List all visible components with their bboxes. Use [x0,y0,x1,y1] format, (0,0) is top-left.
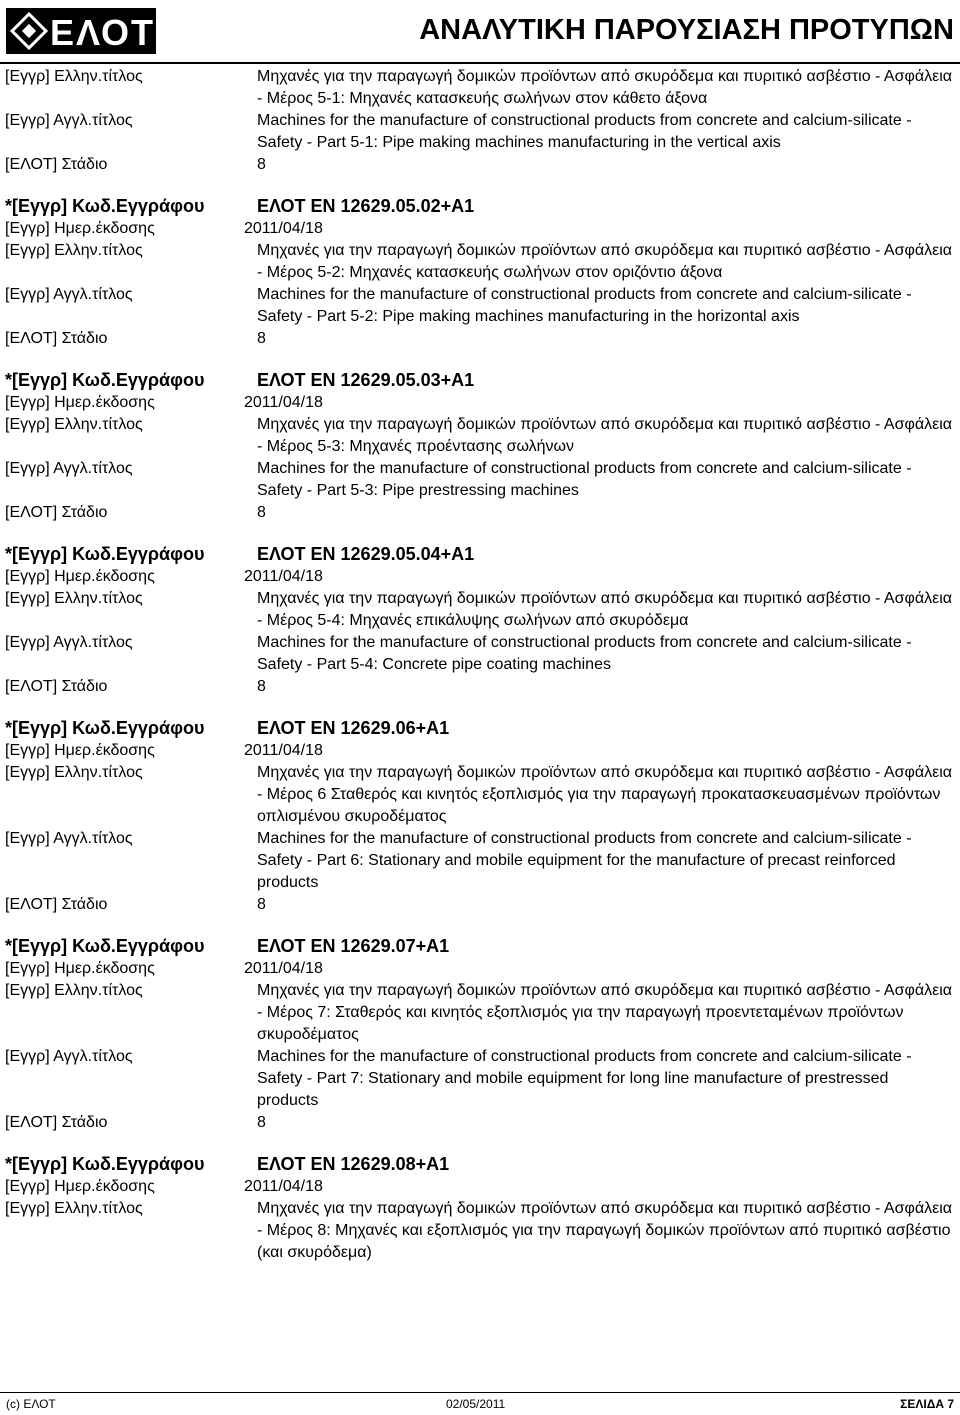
page-footer [0,1392,960,1415]
greek-title-label: [Εγγρ] Ελλην.τίτλος [5,242,143,259]
stage-label: [ΕΛΟΤ] Στάδιο [5,1114,108,1131]
greek-title-label: [Εγγρ] Ελλην.τίτλος [5,764,143,781]
greek-title-row [0,980,960,1046]
footer-copyright: (c) ΕΛΟΤ [6,1397,56,1411]
english-title: Machines for the manufacture of constructional products from concrete and calcium-silicate - Safety - Part 5-3: Pipe prestressing machines [257,460,912,499]
english-title-label: [Εγγρ] Αγγλ.τίτλος [5,112,133,129]
english-title-label: [Εγγρ] Αγγλ.τίτλος [5,460,133,477]
document-code-label: *[Εγγρ] Κωδ.Εγγράφου [5,1154,205,1174]
greek-title-label: [Εγγρ] Ελλην.τίτλος [5,1200,143,1217]
footer-date: 02/05/2011 [446,1397,506,1411]
document-code-row [0,1152,960,1176]
english-title-row [0,458,960,502]
document-code-row [0,542,960,566]
greek-title: Μηχανές για την παραγωγή δομικών προϊόντων από σκυρόδεμα και πυριτικό ασβέστιο - Ασφάλεια - Μέρος 5-1: Μηχανές κατασκευής σωλήνων στον κάθετο άξονα [257,68,953,107]
stage-value-row [0,502,960,524]
issue-date-row [0,958,960,980]
stage-value-row [0,328,960,350]
english-title-label: [Εγγρ] Αγγλ.τίτλος [5,830,133,847]
svg-text:ΕΛΟΤ: ΕΛΟΤ [50,12,156,53]
record [0,934,960,1134]
document-code-row [0,194,960,218]
record-last [0,1152,960,1264]
document-code-label: *[Εγγρ] Κωδ.Εγγράφου [5,718,205,738]
issue-date: 2011/04/18 [244,1178,323,1195]
greek-title: Μηχανές για την παραγωγή δομικών προϊόντων από σκυρόδεμα και πυριτικό ασβέστιο - Ασφάλεια - Μέρος 7: Σταθερός και κινητός εξοπλισμός για την παραγωγή προεντεταμένων προϊόντων σκυροδέματος [257,982,953,1043]
greek-title-row [0,588,960,632]
greek-title-label: [Εγγρ] Ελλην.τίτλος [5,590,143,607]
english-title-row [0,828,960,894]
issue-date-label: [Εγγρ] Ημερ.έκδοσης [5,220,155,237]
english-title: Machines for the manufacture of constructional products from concrete and calcium-silicate - Safety - Part 5-4: Concrete pipe coating machines [257,634,912,673]
page-header [0,0,960,64]
issue-date-row [0,740,960,762]
issue-date-row [0,392,960,414]
stage-label: [ΕΛΟΤ] Στάδιο [5,504,108,521]
document-code-label: *[Εγγρ] Κωδ.Εγγράφου [5,196,205,216]
greek-title-label: [Εγγρ] Ελλην.τίτλος [5,68,143,85]
issue-date-label: [Εγγρ] Ημερ.έκδοσης [5,742,155,759]
document-code-label: *[Εγγρ] Κωδ.Εγγράφου [5,936,205,956]
english-title: Machines for the manufacture of constructional products from concrete and calcium-silicate - Safety - Part 6: Stationary and mobile equipment for the manufacture of precast reinforced products [257,830,912,891]
stage-label: [ΕΛΟΤ] Στάδιο [5,156,108,173]
greek-title: Μηχανές για την παραγωγή δομικών προϊόντων από σκυρόδεμα και πυριτικό ασβέστιο - Ασφάλεια - Μέρος 5-4: Μηχανές επικάλυψης σωλήνων από σκυρόδεμα [257,590,953,629]
english-title-row [0,1046,960,1112]
stage-label: [ΕΛΟΤ] Στάδιο [5,896,108,913]
issue-date-row [0,218,960,240]
greek-title: Μηχανές για την παραγωγή δομικών προϊόντων από σκυρόδεμα και πυριτικό ασβέστιο - Ασφάλεια - Μέρος 5-3: Μηχανές προέντασης σωλήνων [257,416,953,455]
stage-value: 8 [257,1114,266,1131]
english-title: Machines for the manufacture of constructional products from concrete and calcium-silicate - Safety - Part 7: Stationary and mobile equipment for long line manufacture of prestressed products [257,1048,912,1109]
stage-value: 8 [257,504,266,521]
issue-date: 2011/04/18 [244,742,323,759]
document-code: ΕΛΟΤ EN 12629.05.03+A1 [257,370,475,390]
footer-page-number: ΣΕΛΙΔΑ 7 [900,1397,954,1411]
stage-value-row [0,1112,960,1134]
document-code-label: *[Εγγρ] Κωδ.Εγγράφου [5,544,205,564]
greek-title-label: [Εγγρ] Ελλην.τίτλος [5,416,143,433]
document-code: ΕΛΟΤ EN 12629.08+A1 [257,1154,450,1174]
document-code: ΕΛΟΤ EN 12629.05.04+A1 [257,544,475,564]
stage-value: 8 [257,330,266,347]
stage-value-row [0,676,960,698]
document-code: ΕΛΟΤ EN 12629.05.02+A1 [257,196,475,216]
greek-title-label: [Εγγρ] Ελλην.τίτλος [5,982,143,999]
english-title-row [0,284,960,328]
stage-value: 8 [257,896,266,913]
issue-date: 2011/04/18 [244,394,323,411]
english-title: Machines for the manufacture of constructional products from concrete and calcium-silicate - Safety - Part 5-1: Pipe making machines manufacturing in the vertical axis [257,112,912,151]
issue-date-label: [Εγγρ] Ημερ.έκδοσης [5,568,155,585]
record [0,542,960,698]
document-code-label: *[Εγγρ] Κωδ.Εγγράφου [5,370,205,390]
document-code: ΕΛΟΤ EN 12629.06+A1 [257,718,450,738]
english-title: Machines for the manufacture of constructional products from concrete and calcium-silicate - Safety - Part 5-2: Pipe making machines manufacturing in the horizontal axis [257,286,912,325]
document-code-row [0,368,960,392]
english-title-row [0,632,960,676]
issue-date-row [0,1176,960,1198]
record [0,368,960,524]
greek-title-row [0,414,960,458]
record [0,194,960,350]
english-title-label: [Εγγρ] Αγγλ.τίτλος [5,634,133,651]
document-code: ΕΛΟΤ EN 12629.07+A1 [257,936,450,956]
issue-date-label: [Εγγρ] Ημερ.έκδοσης [5,960,155,977]
issue-date-label: [Εγγρ] Ημερ.έκδοσης [5,394,155,411]
document-code-row [0,716,960,740]
stage-value: 8 [257,156,266,173]
issue-date-row [0,566,960,588]
stage-value-row [0,894,960,916]
stage-value: 8 [257,678,266,695]
elot-logo [6,8,156,54]
issue-date: 2011/04/18 [244,568,323,585]
issue-date: 2011/04/18 [244,220,323,237]
english-title-label: [Εγγρ] Αγγλ.τίτλος [5,286,133,303]
greek-title: Μηχανές για την παραγωγή δομικών προϊόντων από σκυρόδεμα και πυριτικό ασβέστιο - Ασφάλεια - Μέρος 5-2: Μηχανές κατασκευής σωλήνων στον οριζόντιο άξονα [257,242,953,281]
page-title: ΑΝΑΛΥΤΙΚΗ ΠΑΡΟΥΣΙΑΣΗ ΠΡΟΤΥΠΩΝ [419,14,954,46]
document-code-row [0,934,960,958]
issue-date: 2011/04/18 [244,960,323,977]
greek-title: Μηχανές για την παραγωγή δομικών προϊόντων από σκυρόδεμα και πυριτικό ασβέστιο - Ασφάλεια - Μέρος 6 Σταθερός και κινητός εξοπλισμός για την παραγωγή προκατασκευασμένων προϊόντων οπλισμένου σκυροδέματος [257,764,953,825]
records-list [0,66,960,1264]
stage-label: [ΕΛΟΤ] Στάδιο [5,330,108,347]
greek-title: Μηχανές για την παραγωγή δομικών προϊόντων από σκυρόδεμα και πυριτικό ασβέστιο - Ασφάλεια - Μέρος 8: Μηχανές και εξοπλισμός για την παραγωγή δομικών προϊόντων από πυριτικό ασβέστιο (και σκυρόδεμα) [257,1200,953,1261]
english-title-label: [Εγγρ] Αγγλ.τίτλος [5,1048,133,1065]
greek-title-row [0,240,960,284]
greek-title-row [0,1198,960,1264]
issue-date-label: [Εγγρ] Ημερ.έκδοσης [5,1178,155,1195]
greek-title-row [0,762,960,828]
record-first [0,66,960,176]
stage-label: [ΕΛΟΤ] Στάδιο [5,678,108,695]
record [0,716,960,916]
